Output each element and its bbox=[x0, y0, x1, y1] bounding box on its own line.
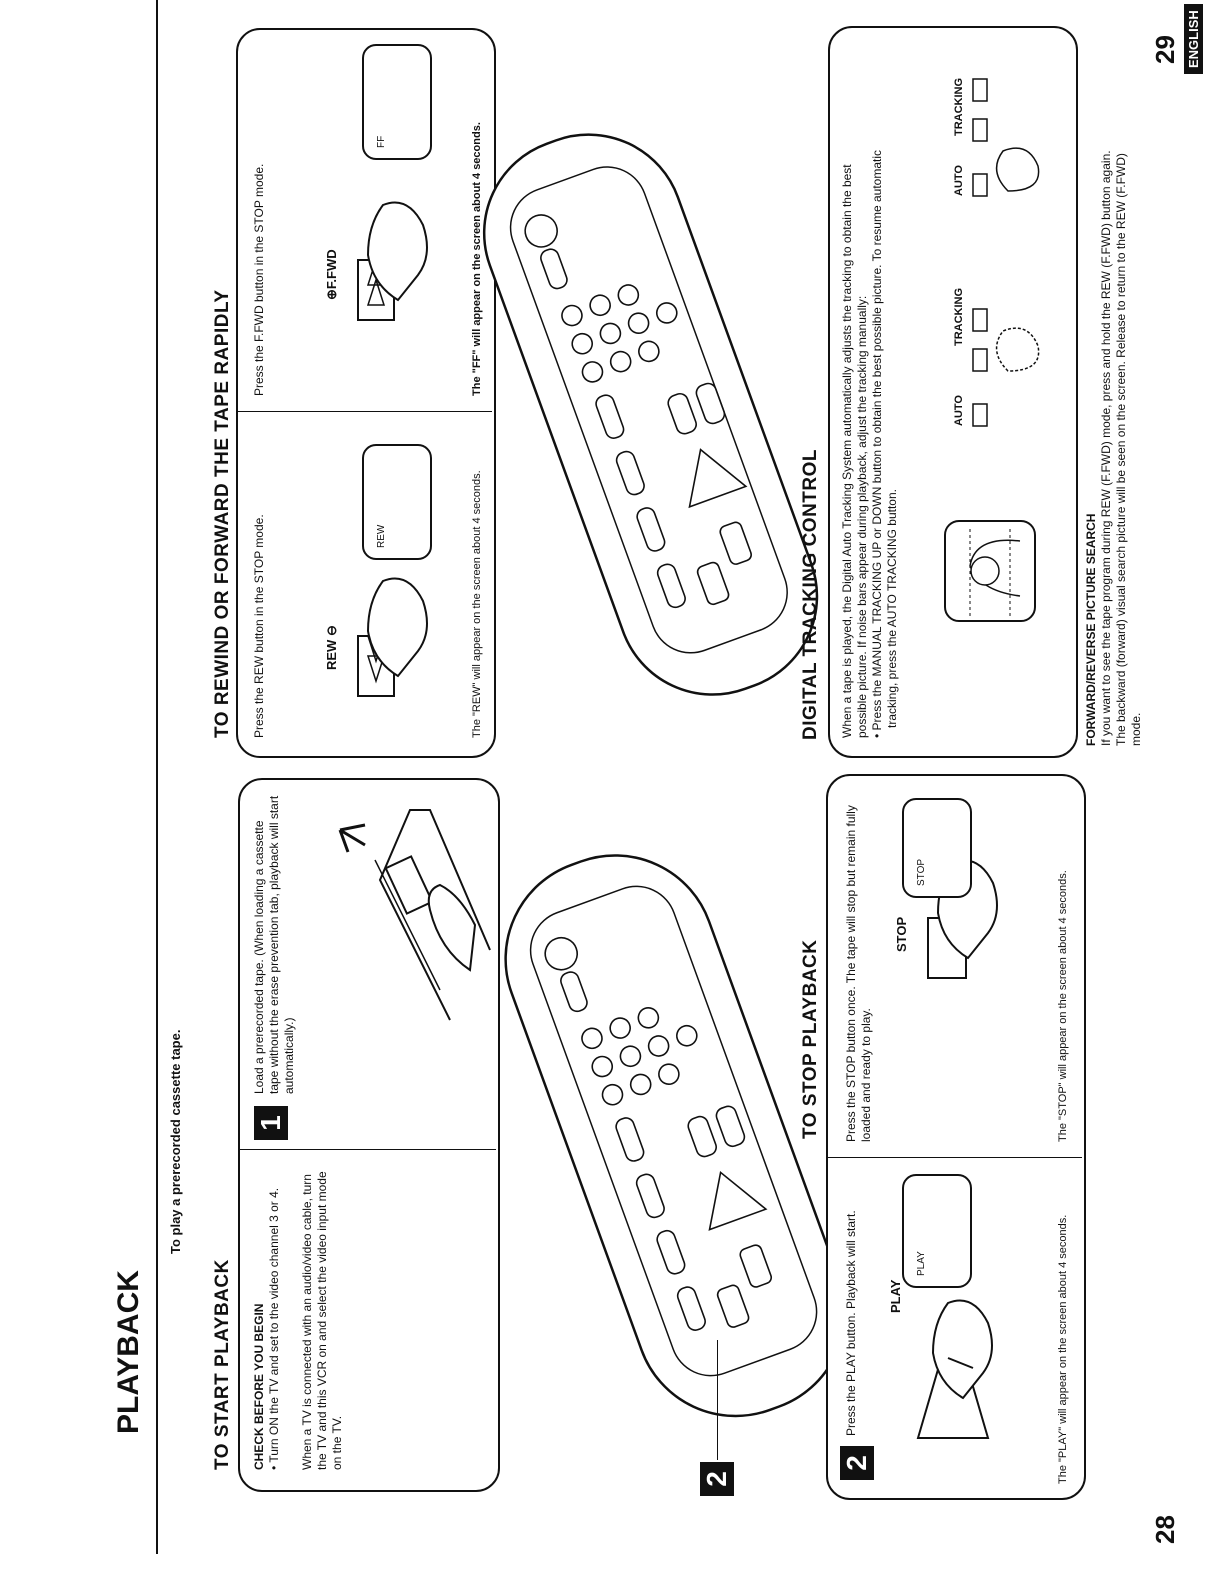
search-heading: FORWARD/REVERSE PICTURE SEARCH bbox=[1084, 513, 1098, 746]
rewind-heading: TO REWIND OR FORWARD THE TAPE RAPIDLY bbox=[212, 289, 233, 738]
stop-heading: TO STOP PLAYBACK bbox=[800, 939, 821, 1139]
stop-osd-screen bbox=[902, 798, 972, 898]
rew-button-label: REW ⊖ bbox=[324, 625, 339, 670]
tracking-label-1: TRACKING bbox=[953, 287, 965, 346]
tracking-auto-label-2: AUTO bbox=[953, 165, 965, 196]
play-button-label: PLAY bbox=[888, 1279, 903, 1313]
tracking-heading: DIGITAL TRACKING CONTROL bbox=[800, 449, 821, 740]
callout-2-badge: 2 bbox=[700, 1462, 734, 1496]
tracking-auto-label-1: AUTO bbox=[953, 395, 965, 426]
ff-osd-screen bbox=[362, 44, 432, 160]
stop-text: Press the STOP button once. The tape will stop but remain fully loaded and ready to play. bbox=[844, 805, 873, 1142]
tracking-auto-button-illustration bbox=[968, 41, 1058, 201]
tv-noise-picture bbox=[940, 516, 1040, 626]
rew-osd-screen bbox=[362, 444, 432, 560]
vcr-loading-illustration bbox=[320, 800, 490, 1030]
start-panel bbox=[238, 778, 500, 1492]
play-note: The "PLAY" will appear on the screen about 4 seconds. bbox=[1057, 1214, 1069, 1484]
rewind-divider bbox=[238, 411, 492, 412]
check-bullet: • Turn ON the TV and set to the video channel 3 or 4. bbox=[267, 1187, 281, 1470]
start-divider bbox=[240, 1149, 496, 1150]
play-screen-text: PLAY bbox=[916, 1251, 927, 1276]
page-subtitle: To play a prerecorded cassette tape. bbox=[168, 1029, 183, 1254]
play-button-hand-illustration bbox=[898, 1278, 1008, 1458]
ff-screen-text: FF bbox=[376, 135, 387, 148]
rew-text: Press the REW button in the STOP mode. bbox=[252, 514, 266, 738]
search-line-2: The backward (forward) visual search picture will be seen on the screen. Release to return to the REW (F.FWD) bbox=[1114, 153, 1128, 746]
start-heading: TO START PLAYBACK bbox=[212, 1259, 233, 1470]
remote-control-right bbox=[494, 64, 814, 784]
title-rule bbox=[156, 0, 158, 1554]
ff-text: Press the F.FWD button in the STOP mode. bbox=[252, 163, 266, 396]
tracking-line-4: tracking, press the AUTO TRACKING button. bbox=[885, 489, 899, 728]
play-osd-screen bbox=[902, 1174, 972, 1288]
rewind-panel bbox=[236, 28, 496, 758]
tracking-manual-buttons-illustration bbox=[968, 281, 1058, 431]
rew-note: The "REW" will appear on the screen about 4 seconds. bbox=[471, 470, 483, 738]
check-heading: CHECK BEFORE YOU BEGIN bbox=[252, 1303, 266, 1470]
ff-button-hand-illustration bbox=[338, 180, 448, 360]
tracking-line-3: • Press the MANUAL TRACKING UP or DOWN button to obtain the best possible picture. To resume automatic bbox=[870, 149, 884, 738]
ff-note: The "FF" will appear on the screen about 4 seconds. bbox=[471, 122, 483, 396]
check-note: When a TV is connected with an audio/video cable, turn the TV and this VCR on and select the video input mode on the TV. bbox=[300, 1171, 344, 1470]
search-line-3: mode. bbox=[1129, 712, 1143, 746]
stop-note: The "STOP" will appear on the screen about 4 seconds. bbox=[1057, 870, 1069, 1142]
page-title: PLAYBACK bbox=[112, 1270, 145, 1434]
ff-button-label: ⊕F.FWD bbox=[324, 249, 339, 300]
tracking-label-2: TRACKING bbox=[953, 77, 965, 136]
rew-button-hand-illustration bbox=[338, 556, 448, 736]
page-number-left: 28 bbox=[1150, 1515, 1180, 1544]
tracking-panel bbox=[828, 26, 1078, 758]
play-stop-panel bbox=[826, 774, 1086, 1500]
language-tab: ENGLISH bbox=[1184, 4, 1203, 74]
rew-screen-text: REW bbox=[376, 524, 387, 548]
step-1-badge: 1 bbox=[254, 1106, 288, 1140]
stop-button-label: STOP bbox=[894, 916, 909, 952]
tracking-line-2: possible picture. If noise bars appear during playback, adjust the tracking manually: bbox=[855, 295, 869, 738]
stop-screen-text: STOP bbox=[916, 858, 927, 886]
callout-2-leader bbox=[717, 1340, 718, 1460]
page-number-right: 29 bbox=[1150, 35, 1180, 64]
search-line-1: If you want to see the tape program during REW (F.FWD) mode, press and hold the REW (F.FWD) button again. bbox=[1099, 150, 1113, 746]
tracking-line-1: When a tape is played, the Digital Auto Tracking System automatically adjusts the tracking to obtain the best bbox=[840, 164, 854, 738]
play-text: Press the PLAY button. Playback will start. bbox=[844, 1210, 858, 1436]
play-stop-divider bbox=[828, 1157, 1082, 1158]
step-2-badge: 2 bbox=[840, 1446, 874, 1480]
step-1-text: Load a prerecorded tape. (When loading a cassette tape without the erase prevention tab, playback will start automatically.) bbox=[252, 795, 296, 1094]
